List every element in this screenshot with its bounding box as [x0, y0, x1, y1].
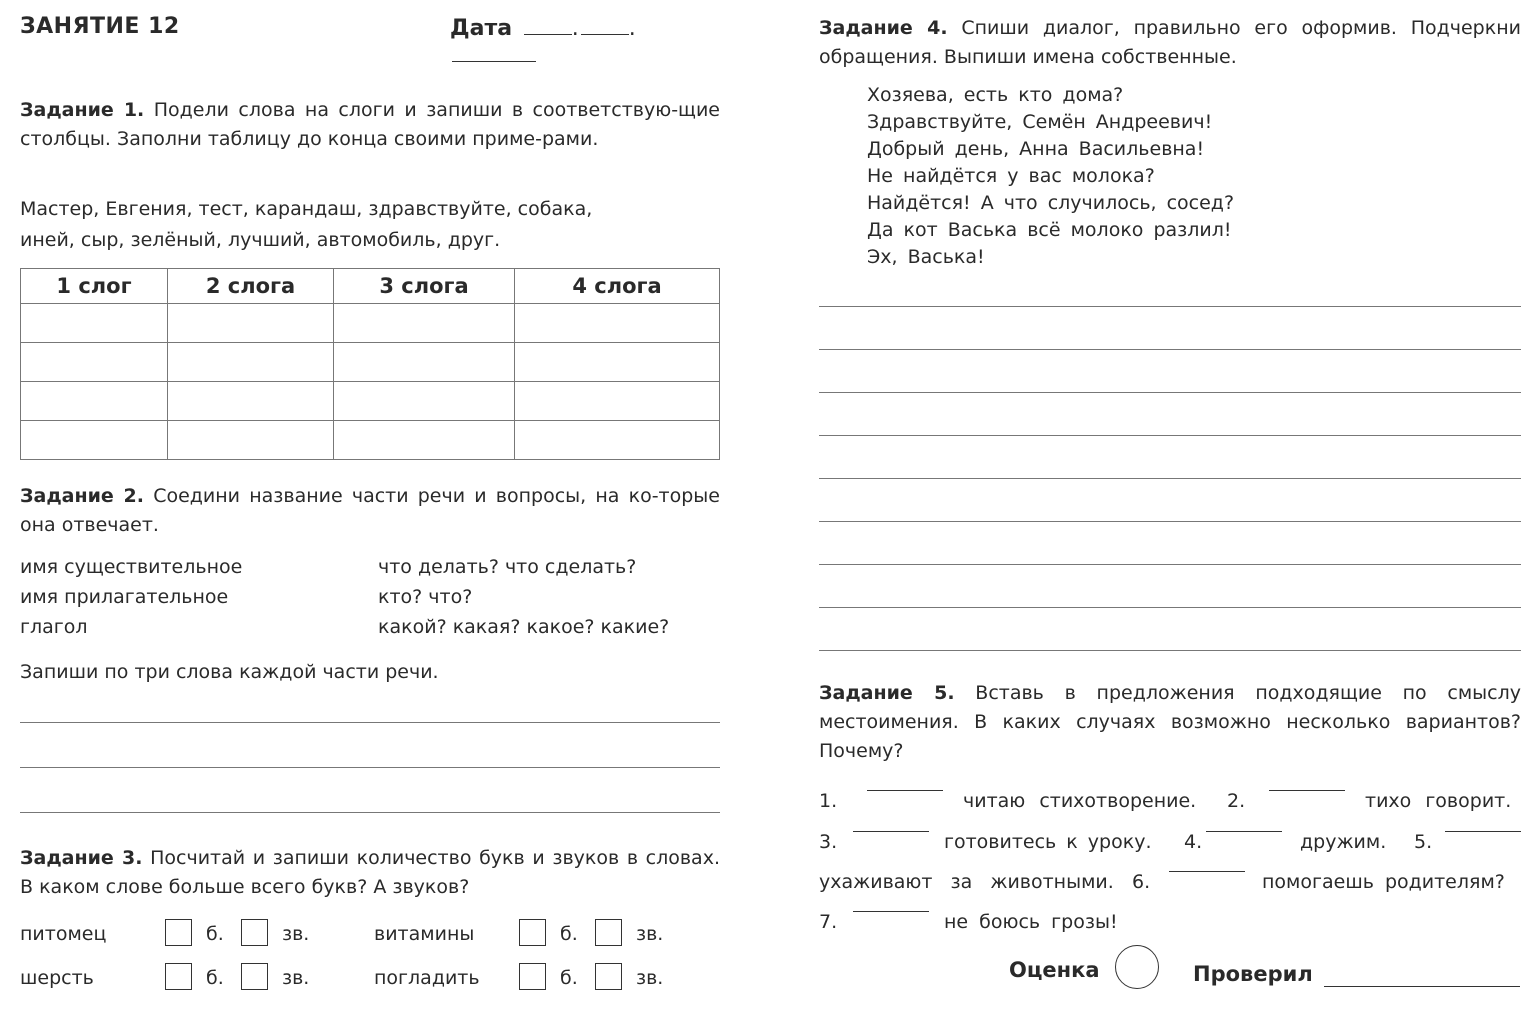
table-cell[interactable] [21, 421, 168, 460]
word-pitomets: питомец [20, 923, 107, 945]
question-noun[interactable]: кто? что? [378, 586, 473, 608]
sentence-number: 2. [1227, 790, 1246, 812]
task1-words-line2: иней, сыр, зелёный, лучший, автомобиль, друг. [20, 229, 501, 251]
question-verb[interactable]: что делать? что сделать? [378, 556, 637, 578]
table-cell[interactable] [515, 421, 720, 460]
task3-label: Задание 3. [20, 847, 143, 869]
syllable-table-header [21, 269, 720, 304]
answer-line[interactable] [819, 564, 1521, 565]
part-of-speech-row [20, 556, 720, 586]
dialog-block [867, 82, 1234, 271]
word-vitaminy: витамины [374, 923, 475, 945]
answer-line[interactable] [819, 478, 1521, 479]
checked-by-line[interactable] [1324, 986, 1520, 987]
table-cell[interactable] [21, 382, 168, 421]
answer-line[interactable] [819, 607, 1521, 608]
sentence-text: помогаешь родителям? [1262, 871, 1505, 893]
dialog-line: Добрый день, Анна Васильевна! [867, 138, 1205, 160]
sentence-number: 3. [819, 831, 838, 853]
task2-label: Задание 2. [20, 485, 144, 507]
table-row [21, 421, 720, 460]
task4-text: Спиши диалог, правильно его оформив. Подчеркни обращения. Выпиши имена собственные. [819, 17, 1521, 68]
sounds-box[interactable] [241, 919, 268, 946]
table-row [21, 382, 720, 421]
letters-box[interactable] [165, 963, 192, 990]
sentence-text: читаю стихотворение. [963, 790, 1197, 812]
dialog-line: Не найдётся у вас молока? [867, 165, 1155, 187]
pronoun-blank[interactable] [867, 790, 943, 791]
sentence-row [819, 871, 1521, 901]
question-adjective[interactable]: какой? какая? какое? какие? [378, 616, 670, 638]
task2-text: Соедини название части речи и вопросы, на ко-торые она отвечает. [20, 485, 720, 536]
letters-label: б. [560, 967, 578, 989]
answer-line[interactable] [20, 812, 720, 813]
dialog-line: Найдётся! А что случилось, сосед? [867, 192, 1235, 214]
task5-text: Вставь в предложения подходящие по смыслу местоимения. В каких случаях возможно несколько вариантов? Почему? [819, 682, 1521, 762]
pronoun-blank[interactable] [1206, 831, 1282, 832]
sentence-number: 5. [1414, 831, 1433, 853]
table-cell[interactable] [515, 382, 720, 421]
table-cell[interactable] [21, 343, 168, 382]
sentence-row [819, 790, 1521, 820]
table-cell[interactable] [334, 343, 515, 382]
answer-line[interactable] [819, 349, 1521, 350]
sentence-number: 6. [1132, 871, 1151, 893]
sentence-text: готовитесь к уроку. [944, 831, 1152, 853]
table-cell[interactable] [515, 343, 720, 382]
answer-line[interactable] [20, 767, 720, 768]
word-sherst: шерсть [20, 967, 94, 989]
letters-label: б. [206, 967, 224, 989]
task5-instruction [819, 679, 1521, 766]
sounds-label: зв. [636, 923, 664, 945]
table-row [21, 343, 720, 382]
sounds-label: зв. [282, 967, 310, 989]
part-of-speech-row [20, 616, 720, 646]
task5-label: Задание 5. [819, 682, 955, 704]
grade-label: Оценка [1009, 958, 1100, 982]
checked-by-label: Проверил [1193, 962, 1313, 986]
date-month-blank[interactable] [581, 14, 629, 35]
pronoun-blank[interactable] [1169, 871, 1245, 872]
answer-line[interactable] [20, 722, 720, 723]
table-cell[interactable] [334, 382, 515, 421]
table-cell[interactable] [168, 304, 334, 343]
table-cell[interactable] [515, 304, 720, 343]
sounds-box[interactable] [241, 963, 268, 990]
table-cell[interactable] [334, 421, 515, 460]
answer-line[interactable] [819, 521, 1521, 522]
sentence-number: 1. [819, 790, 838, 812]
part-of-speech-row [20, 586, 720, 616]
table-row [21, 304, 720, 343]
date-field: Дата . . [450, 14, 720, 68]
date-label: Дата [450, 16, 513, 41]
word-pogladit: погладить [374, 967, 480, 989]
part-verb[interactable]: глагол [20, 616, 88, 638]
sentence-text: дружим. [1300, 831, 1387, 853]
task3-text: Посчитай и запиши количество букв и звуков в словах. В каком слове больше всего букв? А звуков? [20, 847, 720, 898]
table-cell[interactable] [334, 304, 515, 343]
dialog-line: Хозяева, есть кто дома? [867, 84, 1124, 106]
pronoun-blank[interactable] [1269, 790, 1345, 791]
letters-label: б. [206, 923, 224, 945]
task1-label: Задание 1. [20, 99, 145, 121]
lesson-title: ЗАНЯТИЕ 12 [20, 14, 180, 39]
sentence-row [819, 911, 1521, 941]
task2-instruction [20, 482, 720, 540]
sounds-label: зв. [636, 967, 664, 989]
col-4-syllables: 4 слога [515, 269, 720, 304]
sentence-number: 4. [1184, 831, 1203, 853]
table-cell[interactable] [168, 343, 334, 382]
task1-words [20, 194, 592, 256]
task1-words-line1: Мастер, Евгения, тест, карандаш, здравствуйте, собака, [20, 198, 593, 220]
sentence-text: не боюсь грозы! [944, 911, 1118, 933]
sounds-label: зв. [282, 923, 310, 945]
count-row [20, 963, 720, 995]
answer-line[interactable] [819, 306, 1521, 307]
pronoun-blank[interactable] [1445, 831, 1521, 832]
task4-label: Задание 4. [819, 17, 948, 39]
answer-line[interactable] [819, 435, 1521, 436]
letters-box[interactable] [165, 919, 192, 946]
sentence-number: 7. [819, 911, 838, 933]
task4-instruction [819, 14, 1521, 72]
answer-line[interactable] [819, 392, 1521, 393]
sentence-text: тихо говорит. [1365, 790, 1512, 812]
dialog-line: Здравствуйте, Семён Андреевич! [867, 111, 1213, 133]
task2-subinstruction: Запиши по три слова каждой части речи. [20, 661, 439, 683]
table-cell[interactable] [168, 382, 334, 421]
col-3-syllables: 3 слога [334, 269, 515, 304]
pronoun-blank[interactable] [853, 831, 929, 832]
answer-line[interactable] [819, 650, 1521, 651]
dialog-line: Эх, Васька! [867, 246, 985, 268]
date-day-blank[interactable] [524, 14, 572, 35]
grade-circle[interactable] [1115, 945, 1159, 989]
sounds-box[interactable] [595, 963, 622, 990]
col-2-syllables: 2 слога [168, 269, 334, 304]
table-cell[interactable] [21, 304, 168, 343]
letters-box[interactable] [519, 919, 546, 946]
dialog-line: Да кот Васька всё молоко разлил! [867, 219, 1232, 241]
part-noun[interactable]: имя существительное [20, 556, 243, 578]
syllable-table [20, 268, 720, 460]
part-adjective[interactable]: имя прилагательное [20, 586, 229, 608]
count-row [20, 919, 720, 951]
sounds-box[interactable] [595, 919, 622, 946]
task3-instruction [20, 844, 720, 902]
letters-box[interactable] [519, 963, 546, 990]
pronoun-blank[interactable] [853, 911, 929, 912]
sentence-text: ухаживают за животными. [819, 871, 1114, 893]
table-cell[interactable] [168, 421, 334, 460]
letters-label: б. [560, 923, 578, 945]
task1-text: Подели слова на слоги и запиши в соответствую-щие столбцы. Заполни таблицу до конца своими приме-рами. [20, 99, 720, 150]
date-year-blank[interactable] [452, 41, 536, 62]
task1-instruction [20, 96, 720, 154]
col-1-syllable: 1 слог [21, 269, 168, 304]
sentence-row [819, 831, 1521, 861]
